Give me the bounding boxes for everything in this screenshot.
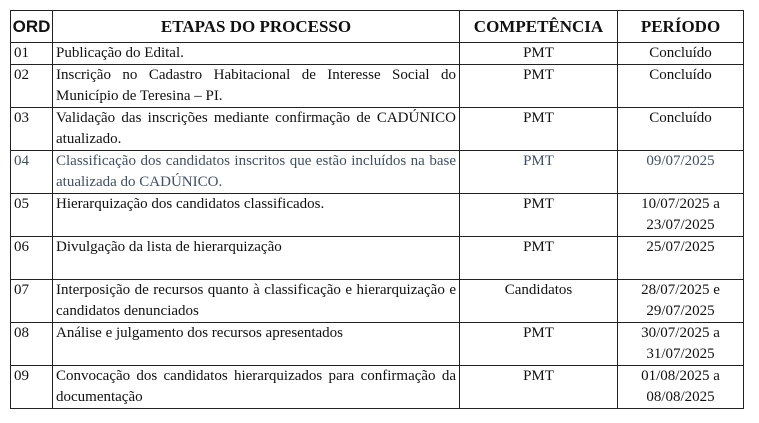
- row-ord: 02: [11, 65, 53, 108]
- table-row: [11, 108, 744, 151]
- periodo-line-2: 31/07/2025: [646, 346, 715, 362]
- row-competencia: Candidatos: [460, 280, 618, 323]
- periodo-line-2: 08/08/2025: [646, 389, 715, 405]
- row-competencia: PMT: [460, 323, 618, 366]
- row-periodo: [618, 43, 744, 65]
- periodo-line-1: Concluído: [649, 45, 712, 61]
- row-competencia: PMT: [460, 65, 618, 108]
- row-ord: 07: [11, 280, 53, 323]
- periodo-line-2: 29/07/2025: [646, 303, 715, 319]
- periodo-line-1: 09/07/2025: [646, 153, 715, 169]
- periodo-line-1: Concluído: [649, 67, 712, 83]
- table-row: [11, 280, 744, 323]
- row-competencia: PMT: [460, 237, 618, 280]
- row-periodo: [618, 323, 744, 366]
- header-row: [11, 11, 744, 43]
- periodo-line-1: 30/07/2025 a: [641, 325, 720, 341]
- row-periodo: [618, 151, 744, 194]
- table-row: [11, 65, 744, 108]
- row-etapa: Inscrição no Cadastro Habitacional de Interesse Social do Município de Teresina – PI.: [53, 65, 460, 108]
- periodo-line-2: 23/07/2025: [646, 217, 715, 233]
- table-body: [11, 43, 744, 409]
- header-etapas: ETAPAS DO PROCESSO: [53, 11, 460, 43]
- table-row: [11, 323, 744, 366]
- row-competencia: PMT: [460, 194, 618, 237]
- row-ord: 06: [11, 237, 53, 280]
- row-etapa: Interposição de recursos quanto à classificação e hierarquização e candidatos denunciados: [53, 280, 460, 323]
- row-etapa: Divulgação da lista de hierarquização: [53, 237, 460, 280]
- row-ord: 09: [11, 366, 53, 409]
- table-row: [11, 237, 744, 280]
- row-periodo: [618, 194, 744, 237]
- periodo-line-1: 25/07/2025: [646, 239, 715, 255]
- table-row: [11, 151, 744, 194]
- table-header: [11, 11, 744, 43]
- row-etapa: Hierarquização dos candidatos classificados.: [53, 194, 460, 237]
- process-schedule-table: [10, 10, 744, 409]
- header-competencia: COMPETÊNCIA: [460, 11, 618, 43]
- row-ord: 08: [11, 323, 53, 366]
- row-etapa: Análise e julgamento dos recursos apresentados: [53, 323, 460, 366]
- header-periodo: PERÍODO: [618, 11, 744, 43]
- row-periodo: [618, 108, 744, 151]
- row-ord: 01: [11, 43, 53, 65]
- table-row: [11, 366, 744, 409]
- row-ord: 05: [11, 194, 53, 237]
- row-competencia: PMT: [460, 366, 618, 409]
- table-row: [11, 43, 744, 65]
- periodo-line-1: 01/08/2025 a: [641, 368, 720, 384]
- periodo-line-1: 10/07/2025 a: [641, 196, 720, 212]
- row-competencia: PMT: [460, 151, 618, 194]
- periodo-line-1: 28/07/2025 e: [641, 282, 720, 298]
- row-etapa: Classificação dos candidatos inscritos que estão incluídos na base atualizada do CADÚNICO.: [53, 151, 460, 194]
- row-periodo: [618, 280, 744, 323]
- row-periodo: [618, 366, 744, 409]
- row-ord: 03: [11, 108, 53, 151]
- row-periodo: [618, 65, 744, 108]
- row-periodo: [618, 237, 744, 280]
- table-row: [11, 194, 744, 237]
- row-etapa: Validação das inscrições mediante confirmação de CADÚNICO atualizado.: [53, 108, 460, 151]
- header-ord: ORD: [11, 11, 53, 43]
- periodo-line-1: Concluído: [649, 110, 712, 126]
- row-etapa: Publicação do Edital.: [53, 43, 460, 65]
- row-etapa: Convocação dos candidatos hierarquizados para confirmação da documentação: [53, 366, 460, 409]
- row-ord: 04: [11, 151, 53, 194]
- row-competencia: PMT: [460, 108, 618, 151]
- row-competencia: PMT: [460, 43, 618, 65]
